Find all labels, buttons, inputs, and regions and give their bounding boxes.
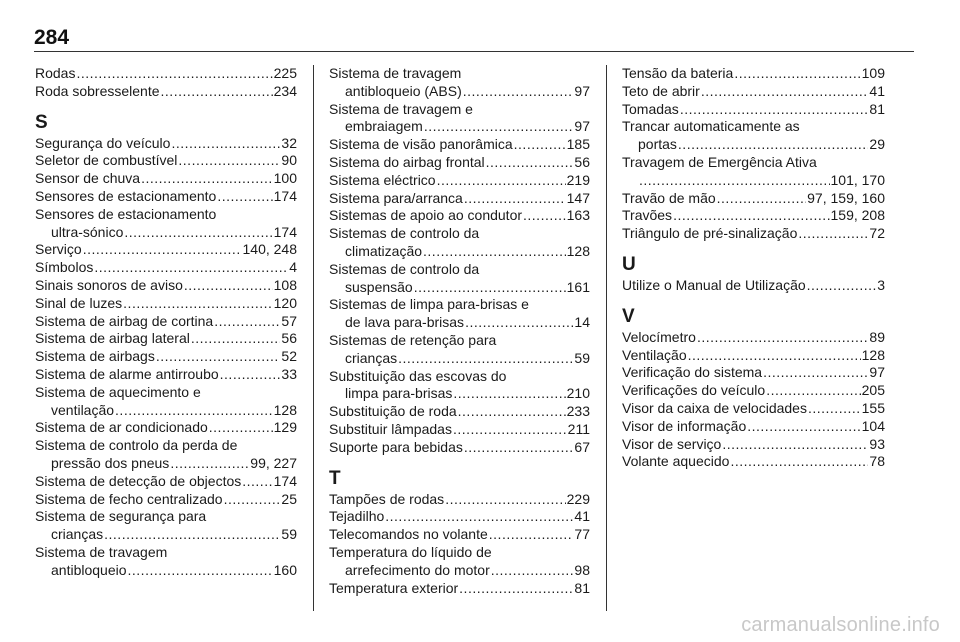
- index-entry-text: Substituir lâmpadas: [329, 420, 452, 437]
- dot-leader: [398, 350, 573, 368]
- index-entry-text: Sinais sonoros de aviso: [35, 276, 183, 293]
- index-entry: [35, 277, 297, 295]
- dot-leader: [807, 277, 877, 295]
- index-entry-text: Suporte para bebidas: [329, 438, 463, 455]
- index-entry: [622, 382, 885, 400]
- index-entry-text: Sistema de visão panorâmica: [329, 136, 513, 153]
- index-entry: [35, 152, 297, 170]
- index-entry-text: Sistema de aquecimento e: [35, 383, 201, 400]
- index-entry: [622, 154, 885, 190]
- index-page-ref: 174: [273, 187, 297, 204]
- dot-leader: [220, 366, 281, 384]
- dot-leader: [701, 83, 869, 101]
- dot-leader: [124, 224, 272, 242]
- index-entry-text: Sensores de estacionamento: [35, 205, 217, 222]
- dot-leader: [678, 136, 869, 154]
- page-number: 284: [34, 26, 70, 49]
- index-page-ref: 174: [273, 472, 297, 489]
- dot-leader: [734, 65, 860, 83]
- dot-leader: [639, 172, 830, 190]
- index-page-ref: 161: [566, 278, 590, 295]
- index-entry-text: Sistema de controlo da perda de: [35, 437, 238, 454]
- dot-leader: [224, 491, 281, 509]
- index-entry: [329, 439, 590, 457]
- index-entry: [35, 508, 297, 544]
- index-page-ref: 67: [574, 438, 590, 455]
- index-entry-text: Triângulo de pré-sinalização: [622, 225, 798, 242]
- index-entry-text: Travagem de Emergência Ativa: [622, 153, 817, 170]
- index-entry-text: Utilize o Manual de Utilização: [622, 276, 806, 293]
- dot-leader: [104, 526, 280, 544]
- dot-leader: [808, 400, 861, 418]
- index-entry-text: climatização: [345, 242, 423, 259]
- index-page-ref: 128: [861, 346, 885, 363]
- index-entry-text: Temperatura do líquido de: [329, 543, 492, 560]
- dot-leader: [514, 136, 566, 154]
- index-page-ref: 52: [281, 348, 297, 365]
- index-entry-text: antibloqueio: [51, 561, 127, 578]
- index-entry-text: Sistema de travagem: [35, 543, 168, 560]
- index-entry: [329, 136, 590, 154]
- dot-leader: [76, 65, 272, 83]
- index-page-ref: 59: [574, 349, 590, 366]
- index-page-ref: 120: [273, 294, 297, 311]
- index-entry-text: Trancar automaticamente as: [622, 118, 800, 135]
- dot-leader: [453, 385, 565, 403]
- index-entry: [35, 491, 297, 509]
- index-entry-text: Seletor de combustível: [35, 152, 178, 169]
- index-entry-text: arrefecimento do motor: [345, 561, 490, 578]
- index-page-ref: 128: [273, 401, 297, 418]
- column-divider: [313, 65, 314, 611]
- index-entry-text: Substituição das escovas do: [329, 367, 507, 384]
- index-entry-text: Serviço: [35, 241, 82, 258]
- dot-leader: [170, 455, 249, 473]
- index-page-ref: 159, 208: [830, 207, 885, 224]
- dot-leader: [763, 364, 868, 382]
- index-entry-text: portas: [638, 136, 677, 153]
- index-entry: [35, 313, 297, 331]
- dot-leader: [464, 190, 566, 208]
- index-entry-text: Sistema do airbag frontal: [329, 153, 485, 170]
- index-page-ref: 233: [566, 403, 590, 420]
- index-entry: [622, 207, 885, 225]
- index-entry: [35, 83, 297, 101]
- index-page-ref: 32: [281, 134, 297, 151]
- index-page-ref: 97: [574, 118, 590, 135]
- index-entry-text: Travão de mão: [622, 189, 716, 206]
- index-letter-heading: S: [35, 111, 48, 133]
- dot-leader: [730, 453, 868, 471]
- index-entry-text: Sistemas de retenção para: [329, 331, 497, 348]
- dot-leader: [191, 330, 281, 348]
- index-entry: [329, 207, 590, 225]
- dot-leader: [424, 118, 574, 136]
- index-entry: [35, 188, 297, 206]
- index-page-ref: 140, 248: [242, 241, 297, 258]
- index-entry-text: Sistema de ar condicionado: [35, 419, 208, 436]
- index-entry-text: Tomadas: [622, 100, 679, 117]
- dot-leader: [242, 473, 272, 491]
- index-entry: [622, 400, 885, 418]
- index-column-1: [35, 65, 297, 580]
- index-entry-text: de lava para-brisas: [345, 314, 465, 331]
- index-page-ref: 229: [566, 490, 590, 507]
- index-entry-text: Sistema de alarme antirroubo: [35, 365, 219, 382]
- index-page-ref: 57: [281, 312, 297, 329]
- index-page-ref: 147: [566, 189, 590, 206]
- index-entry: [35, 170, 297, 188]
- index-entry-text: Sistemas de controlo da: [329, 260, 480, 277]
- index-page-ref: 210: [566, 385, 590, 402]
- header-rule: [34, 51, 914, 52]
- index-entry: [622, 225, 885, 243]
- index-page-ref: 163: [566, 207, 590, 224]
- index-page-ref: 81: [574, 579, 590, 596]
- index-page-ref: 185: [566, 136, 590, 153]
- index-entry-text: Rodas: [35, 65, 76, 81]
- index-entry: [35, 348, 297, 366]
- index-entry: [329, 172, 590, 190]
- dot-leader: [453, 421, 567, 439]
- index-page-ref: 108: [273, 276, 297, 293]
- index-entry: [329, 368, 590, 404]
- index-letter-heading: T: [329, 467, 341, 489]
- index-entry: [35, 419, 297, 437]
- dot-leader: [463, 83, 574, 101]
- dot-leader: [161, 83, 273, 101]
- index-entry: [329, 403, 590, 421]
- index-entry-text: crianças: [345, 349, 398, 366]
- index-entry: [329, 580, 590, 598]
- dot-leader: [697, 329, 868, 347]
- index-page-ref: 155: [861, 399, 885, 416]
- index-entry: [622, 190, 885, 208]
- index-entry: [622, 118, 885, 154]
- index-entry: [35, 295, 297, 313]
- dot-leader: [673, 207, 829, 225]
- index-page-ref: 41: [869, 82, 885, 99]
- index-entry: [35, 259, 297, 277]
- index-page-ref: 90: [281, 152, 297, 169]
- index-page-ref: 99, 227: [250, 454, 297, 471]
- index-entry-text: Sistema para/arranca: [329, 189, 463, 206]
- index-entry-text: Visor de serviço: [622, 435, 722, 452]
- index-page-ref: 14: [574, 314, 590, 331]
- dot-leader: [141, 170, 273, 188]
- watermark-text: carmanualsonline.info: [741, 614, 940, 636]
- index-entry-text: Sistemas de controlo da: [329, 225, 480, 242]
- index-entry-text: antibloqueio (ABS): [345, 82, 462, 99]
- index-page-ref: 4: [289, 259, 297, 276]
- index-page-ref: 97, 159, 160: [807, 189, 885, 206]
- dot-leader: [217, 188, 272, 206]
- index-entry-text: Ventilação: [622, 346, 687, 363]
- index-page-ref: 77: [574, 526, 590, 543]
- index-entry: [622, 329, 885, 347]
- index-entry: [35, 330, 297, 348]
- index-entry: [622, 453, 885, 471]
- dot-leader: [747, 418, 860, 436]
- index-entry-text: Sistema de travagem: [329, 65, 462, 81]
- index-entry-text: Tampões de rodas: [329, 490, 445, 507]
- index-entry: [329, 154, 590, 172]
- dot-leader: [486, 154, 574, 172]
- index-page-ref: 59: [281, 526, 297, 543]
- index-page-ref: 129: [273, 419, 297, 436]
- index-entry: [35, 437, 297, 473]
- dot-leader: [156, 348, 281, 366]
- index-column-2: [329, 65, 590, 597]
- index-entry-text: ventilação: [51, 401, 115, 418]
- dot-leader: [115, 402, 273, 420]
- index-entry-text: suspensão: [345, 278, 413, 295]
- index-entry-text: Símbolos: [35, 259, 94, 276]
- index-entry-text: Sensor de chuva: [35, 170, 141, 187]
- index-entry: [622, 65, 885, 83]
- index-page-ref: 56: [574, 153, 590, 170]
- index-entry-text: Telecomandos no volante: [329, 526, 488, 543]
- index-entry: [35, 206, 297, 242]
- index-page-ref: 160: [273, 561, 297, 578]
- index-entry: [35, 135, 297, 153]
- index-page-ref: 104: [861, 417, 885, 434]
- dot-leader: [489, 526, 574, 544]
- index-entry: [329, 421, 590, 439]
- index-entry: [622, 418, 885, 436]
- index-entry: [35, 384, 297, 420]
- dot-leader: [798, 225, 868, 243]
- index-entry-text: Verificações do veículo: [622, 382, 766, 399]
- index-page-ref: 3: [877, 276, 885, 293]
- index-entry-text: Tensão da bateria: [622, 65, 734, 81]
- dot-leader: [123, 295, 272, 313]
- index-entry-text: Velocímetro: [622, 328, 696, 345]
- dot-leader: [414, 279, 566, 297]
- index-entry: [329, 491, 590, 509]
- index-entry-text: Sistemas de apoio ao condutor: [329, 207, 523, 224]
- index-page-ref: 25: [281, 490, 297, 507]
- index-page-ref: 211: [567, 420, 590, 437]
- index-entry-text: Teto de abrir: [622, 82, 700, 99]
- index-entry-text: Volante aquecido: [622, 453, 730, 470]
- index-entry-text: embraiagem: [345, 118, 423, 135]
- index-entry: [622, 101, 885, 119]
- index-entry-text: Temperatura exterior: [329, 579, 459, 596]
- index-page-ref: 128: [566, 242, 590, 259]
- dot-leader: [214, 313, 280, 331]
- index-entry-text: limpa para-brisas: [345, 385, 453, 402]
- index-entry-text: Verificação do sistema: [622, 364, 763, 381]
- index-entry-text: Sistema de airbags: [35, 348, 155, 365]
- index-page-ref: 93: [869, 435, 885, 452]
- index-letter-heading: V: [622, 305, 635, 327]
- dot-leader: [209, 419, 273, 437]
- index-entry-text: Roda sobresselente: [35, 82, 160, 99]
- index-entry: [35, 241, 297, 259]
- index-letter-heading: U: [622, 253, 636, 275]
- column-divider: [606, 65, 607, 611]
- index-entry: [329, 225, 590, 261]
- index-entry: [329, 261, 590, 297]
- index-entry: [622, 436, 885, 454]
- index-page-ref: 225: [273, 65, 297, 81]
- index-entry-text: ultra-sónico: [51, 223, 124, 240]
- dot-leader: [437, 172, 566, 190]
- index-page-ref: 41: [574, 508, 590, 525]
- index-page-ref: 98: [574, 561, 590, 578]
- index-page-ref: 101, 170: [830, 171, 885, 188]
- index-entry: [329, 526, 590, 544]
- index-entry: [329, 544, 590, 580]
- index-page-ref: 72: [869, 225, 885, 242]
- index-page-ref: 174: [273, 223, 297, 240]
- dot-leader: [722, 436, 868, 454]
- dot-leader: [94, 259, 288, 277]
- index-page-ref: 109: [861, 65, 885, 81]
- index-page-ref: 78: [869, 453, 885, 470]
- index-entry-text: Sistema de airbag lateral: [35, 330, 190, 347]
- index-page-ref: 219: [566, 171, 590, 188]
- index-entry-text: Visor de informação: [622, 417, 747, 434]
- dot-leader: [717, 190, 807, 208]
- dot-leader: [523, 207, 566, 225]
- dot-leader: [445, 491, 565, 509]
- dot-leader: [184, 277, 273, 295]
- index-entry-text: Visor da caixa de velocidades: [622, 399, 807, 416]
- index-entry-text: Segurança do veículo: [35, 134, 171, 151]
- dot-leader: [423, 243, 566, 261]
- dot-leader: [178, 152, 280, 170]
- index-page-ref: 56: [281, 330, 297, 347]
- dot-leader: [464, 439, 574, 457]
- index-page-ref: 89: [869, 328, 885, 345]
- index-entry: [35, 544, 297, 580]
- index-entry: [329, 190, 590, 208]
- index-entry: [329, 101, 590, 137]
- index-page-ref: 97: [869, 364, 885, 381]
- dot-leader: [458, 403, 566, 421]
- dot-leader: [491, 562, 574, 580]
- index-entry-text: Sistema de fecho centralizado: [35, 490, 223, 507]
- index-entry-text: Sistema eléctrico: [329, 171, 436, 188]
- dot-leader: [171, 135, 280, 153]
- dot-leader: [465, 314, 573, 332]
- index-entry-text: Sensores de estacionamento: [35, 187, 217, 204]
- index-entry: [622, 364, 885, 382]
- index-page-ref: 205: [861, 382, 885, 399]
- index-entry: [329, 508, 590, 526]
- index-page-ref: 234: [273, 82, 297, 99]
- index-entry-text: Travões: [622, 207, 673, 224]
- dot-leader: [128, 562, 273, 580]
- index-entry-text: pressão dos pneus: [51, 454, 170, 471]
- index-entry: [622, 83, 885, 101]
- index-entry-text: Sistema de airbag de cortina: [35, 312, 214, 329]
- index-entry-text: Substituição de roda: [329, 403, 457, 420]
- index-page-ref: 29: [869, 136, 885, 153]
- dot-leader: [385, 508, 573, 526]
- index-page-ref: 100: [273, 170, 297, 187]
- index-entry-text: crianças: [51, 526, 104, 543]
- dot-leader: [83, 241, 242, 259]
- dot-leader: [459, 580, 573, 598]
- dot-leader: [766, 382, 860, 400]
- index-entry: [329, 65, 590, 101]
- index-entry: [329, 296, 590, 332]
- dot-leader: [688, 347, 861, 365]
- index-entry-text: Sistema de travagem e: [329, 100, 473, 117]
- index-entry-text: Sistemas de limpa para-brisas e: [329, 296, 529, 313]
- index-page-ref: 33: [281, 365, 297, 382]
- index-page-ref: 97: [574, 82, 590, 99]
- dot-leader: [680, 101, 869, 119]
- index-entry-text: Sistema de segurança para: [35, 508, 207, 525]
- index-entry: [329, 332, 590, 368]
- index-column-3: [622, 65, 885, 471]
- index-entry: [622, 347, 885, 365]
- index-entry: [35, 473, 297, 491]
- index-entry-text: Sistema de detecção de objectos: [35, 472, 242, 489]
- index-page-ref: 81: [869, 100, 885, 117]
- index-entry: [35, 65, 297, 83]
- index-entry-text: Sinal de luzes: [35, 294, 123, 311]
- index-entry-text: Tejadilho: [329, 508, 385, 525]
- index-entry: [622, 277, 885, 295]
- index-entry: [35, 366, 297, 384]
